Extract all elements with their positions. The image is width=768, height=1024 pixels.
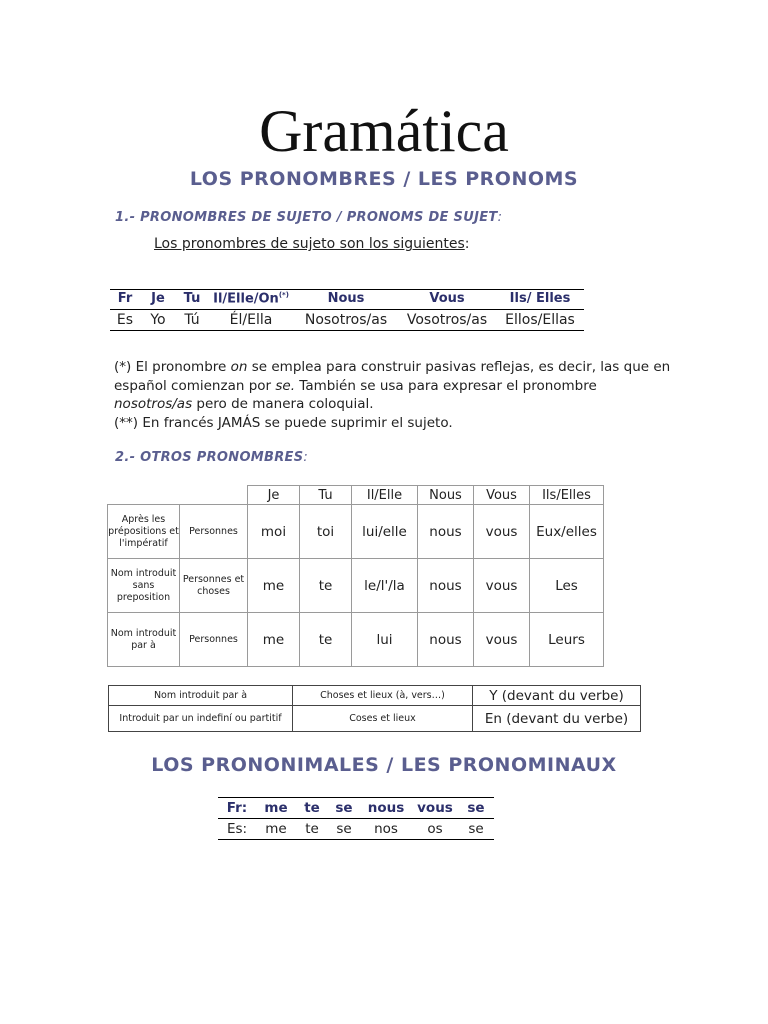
- table-cell: Yo: [150, 312, 166, 329]
- table-cell: nous: [418, 505, 474, 559]
- table-cell: Es: [116, 312, 134, 329]
- table-cell: toi: [300, 505, 352, 559]
- footnotes: [114, 358, 674, 432]
- section-heading-pronombres: LOS PRONOMBRES / LES PRONOMS: [189, 168, 579, 190]
- footnote-2: (**) En francés JAMÁS se puede suprimir el sujeto.: [114, 414, 453, 431]
- header-cell: Il/Elle: [352, 486, 418, 505]
- subsection-heading-text: 1.- PRONOMBRES DE SUJETO / PRONOMS DE SUJET: [115, 210, 498, 225]
- table-cell: nous: [418, 613, 474, 667]
- row-type: Coses et lieux: [293, 706, 473, 732]
- table-cell: me: [265, 821, 287, 837]
- table-row: [110, 310, 584, 331]
- header-cell: nous: [367, 800, 405, 816]
- footnote-mark: (*): [278, 291, 289, 299]
- table-cell: te: [300, 559, 352, 613]
- table-row: [108, 613, 604, 667]
- table-cell: me: [248, 559, 300, 613]
- header-cell: Ils/ Elles: [509, 291, 571, 307]
- table-cell: vous: [474, 559, 530, 613]
- header-cell: Je: [248, 486, 300, 505]
- table-cell: se: [336, 821, 352, 837]
- table-cell: Les: [530, 559, 604, 613]
- row-type: Personnes et choses: [180, 559, 248, 613]
- intro-colon: :: [464, 236, 470, 252]
- header-cell: Ils/Elles: [530, 486, 604, 505]
- footnote-text: se emplea para construir pasivas reflejas, es decir, las que en español comienzan por: [114, 359, 671, 394]
- row-label: Nom introduit sans preposition: [108, 559, 180, 613]
- footnote-text: pero de manera coloquial.: [192, 396, 374, 412]
- y-en-table: [108, 685, 641, 732]
- table-cell: lui: [352, 613, 418, 667]
- table-cell: Nosotros/as: [304, 312, 388, 329]
- header-cell: se: [467, 800, 485, 816]
- table-cell: Ellos/Ellas: [505, 312, 575, 329]
- row-label: Après les prépositions et l'impératif: [108, 505, 180, 559]
- table-cell: Es:: [226, 821, 248, 837]
- footnote-1: [114, 358, 674, 414]
- intro-text: Los pronombres de sujeto son los siguientes: [154, 236, 465, 252]
- other-table-header-row: [108, 486, 604, 505]
- table-cell: os: [427, 821, 443, 837]
- table-cell: Leurs: [530, 613, 604, 667]
- header-cell: te: [304, 800, 320, 816]
- row-label: Introduit par un indefiní ou partitif: [109, 706, 293, 732]
- table-row: [109, 686, 641, 706]
- table-cell: En (devant du verbe): [473, 706, 641, 732]
- other-pronouns-table: [107, 485, 604, 667]
- table-cell: moi: [248, 505, 300, 559]
- table-cell: Él/Ella: [229, 312, 273, 329]
- table-cell: Vosotros/as: [406, 312, 488, 329]
- footnote-text: También se usa para expresar el pronombre: [295, 377, 597, 394]
- header-cell: Je: [151, 291, 165, 307]
- table-cell: vous: [474, 505, 530, 559]
- header-cell: [208, 290, 294, 310]
- table-cell: vous: [474, 613, 530, 667]
- table-cell: te: [305, 821, 319, 837]
- footnote-emphasis: on: [230, 359, 248, 375]
- subject-pronoun-table: [110, 289, 584, 331]
- header-cell: Fr: [117, 291, 133, 307]
- header-cell: vous: [417, 800, 453, 816]
- table-cell: me: [248, 613, 300, 667]
- header-cell: se: [335, 800, 353, 816]
- intro-sentence: [154, 236, 469, 252]
- header-cell: Nous: [327, 291, 365, 307]
- subsection-heading-sujeto: [115, 210, 502, 225]
- subsection-colon: :: [303, 450, 309, 465]
- row-type: Personnes: [180, 505, 248, 559]
- header-cell: Tu: [300, 486, 352, 505]
- table-row: [108, 505, 604, 559]
- row-type: Choses et lieux (à, vers…): [293, 686, 473, 706]
- page-title: Gramática: [259, 98, 509, 164]
- table-cell: Y (devant du verbe): [473, 686, 641, 706]
- table-cell: le/l'/la: [352, 559, 418, 613]
- table-row: [109, 706, 641, 732]
- footnote-emphasis: se.: [275, 377, 296, 394]
- table-cell: Tú: [184, 312, 200, 329]
- subsection-heading-text: 2.- OTROS PRONOMBRES: [115, 450, 304, 465]
- table-row: [108, 559, 604, 613]
- header-cell-text: Il/Elle/On: [213, 291, 279, 307]
- section-heading-pronominales: LOS PRONONIMALES / LES PRONOMINAUX: [151, 754, 617, 776]
- header-cell: Vous: [429, 291, 465, 307]
- table-row: [218, 819, 494, 840]
- row-label: Nom introduit par à: [109, 686, 293, 706]
- footnote-emphasis: nosotros/as: [114, 396, 193, 412]
- header-cell: Fr:: [226, 800, 248, 816]
- subsection-colon: :: [497, 210, 503, 225]
- empty-cell: [108, 486, 180, 505]
- header-cell: me: [264, 800, 288, 816]
- subsection-heading-otros: [115, 450, 308, 465]
- header-cell: Tu: [183, 291, 201, 307]
- footnote-text: (*) El pronombre: [114, 359, 231, 375]
- table-cell: nos: [374, 821, 398, 837]
- table-cell: te: [300, 613, 352, 667]
- header-cell: Nous: [418, 486, 474, 505]
- table-cell: nous: [418, 559, 474, 613]
- table-cell: lui/elle: [352, 505, 418, 559]
- row-type: Personnes: [180, 613, 248, 667]
- empty-cell: [180, 486, 248, 505]
- table-cell: Eux/elles: [530, 505, 604, 559]
- subject-table-header-row: [110, 290, 584, 310]
- pronominal-table: [218, 797, 494, 840]
- header-cell: Vous: [474, 486, 530, 505]
- pronominal-table-header-row: [218, 798, 494, 819]
- table-cell: se: [468, 821, 484, 837]
- row-label: Nom introduit par à: [108, 613, 180, 667]
